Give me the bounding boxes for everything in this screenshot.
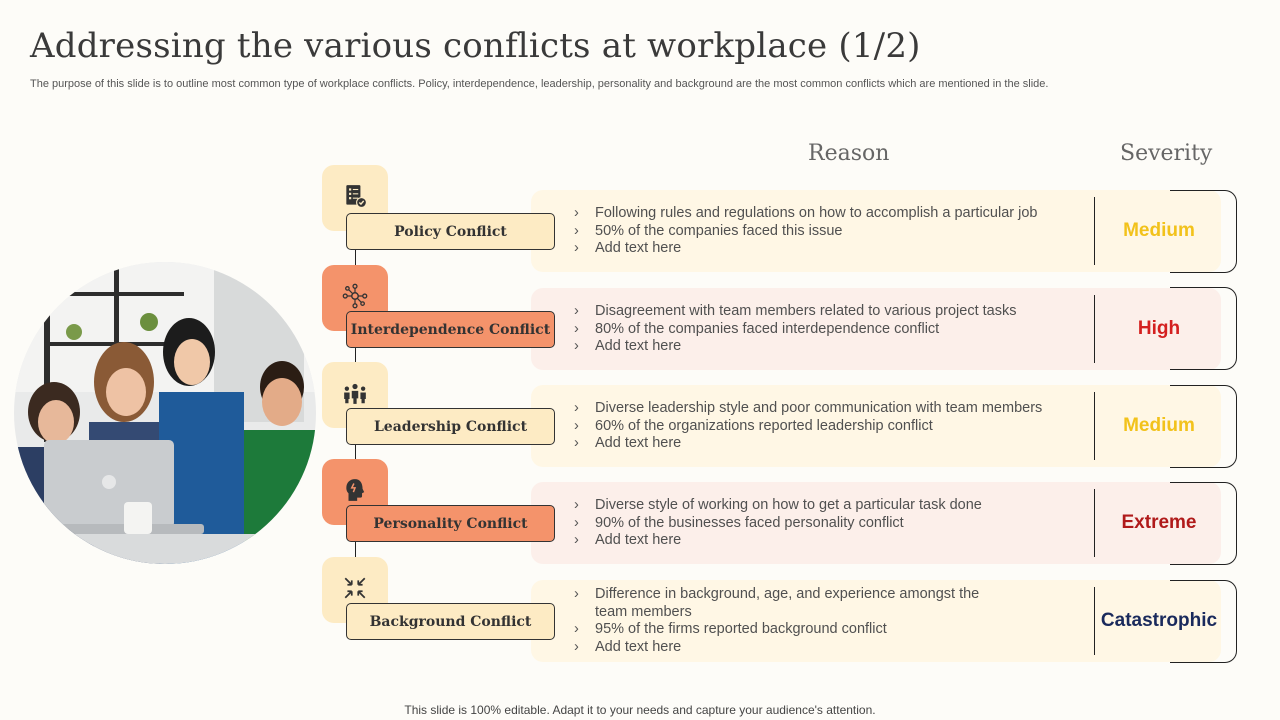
reason-item: › Difference in background, age, and experience amongst the team members bbox=[574, 586, 1004, 621]
reason-item: › 90% of the businesses faced personality conflict bbox=[574, 515, 1074, 533]
severity-column-header: Severity bbox=[1120, 141, 1213, 166]
conflict-label-personality: Personality Conflict bbox=[346, 505, 555, 542]
reason-item: › Add text here bbox=[574, 532, 1074, 550]
reason-item: › Diverse style of working on how to get a particular task done bbox=[574, 497, 1074, 515]
conflict-label-policy: Policy Conflict bbox=[346, 213, 555, 250]
reason-item: › Following rules and regulations on how to accomplish a particular job bbox=[574, 205, 1074, 223]
reason-item: › 80% of the companies faced interdependence conflict bbox=[574, 321, 1074, 339]
severity-divider bbox=[1094, 295, 1095, 363]
reason-item: › Disagreement with team members related to various project tasks bbox=[574, 303, 1074, 321]
reason-item: › 95% of the firms reported background conflict bbox=[574, 621, 1004, 639]
reason-item: › 50% of the companies faced this issue bbox=[574, 223, 1074, 241]
reason-item: › Diverse leadership style and poor communication with team members bbox=[574, 400, 1074, 418]
severity-divider bbox=[1094, 489, 1095, 557]
reason-list bbox=[574, 205, 1074, 258]
severity-divider bbox=[1094, 197, 1095, 265]
reason-item: › Add text here bbox=[574, 639, 1004, 657]
severity-value: Extreme bbox=[1121, 512, 1197, 533]
severity-value: Medium bbox=[1123, 415, 1195, 436]
severity-value: Catastrophic bbox=[1100, 610, 1218, 631]
reason-list bbox=[574, 303, 1074, 356]
conflict-label-leadership: Leadership Conflict bbox=[346, 408, 555, 445]
reason-item: › Add text here bbox=[574, 240, 1074, 258]
reason-item: › Add text here bbox=[574, 338, 1074, 356]
severity-value: High bbox=[1137, 318, 1181, 339]
team-people-icon bbox=[342, 380, 368, 406]
network-nodes-icon bbox=[342, 283, 368, 309]
team-photo bbox=[14, 262, 316, 564]
conflict-label-background: Background Conflict bbox=[346, 603, 555, 640]
severity-divider bbox=[1094, 587, 1095, 655]
slide-title: Addressing the various conflicts at workplace (1/2) bbox=[30, 26, 921, 66]
reason-item: › Add text here bbox=[574, 435, 1074, 453]
reason-column-header: Reason bbox=[808, 141, 890, 166]
head-profile-icon bbox=[342, 477, 368, 503]
severity-value: Medium bbox=[1123, 220, 1195, 241]
slide-subtitle: The purpose of this slide is to outline most common type of workplace conflicts. Policy, interdependence, leadership, personality and background are the most common conflicts which are mentioned in the slide. bbox=[30, 78, 1049, 90]
reason-list bbox=[574, 400, 1074, 453]
slide-footer: This slide is 100% editable. Adapt it to your needs and capture your audience's attention. bbox=[404, 703, 876, 717]
severity-divider bbox=[1094, 392, 1095, 460]
conflict-label-interdependence: Interdependence Conflict bbox=[346, 311, 555, 348]
policy-checklist-icon bbox=[342, 183, 368, 209]
reason-list bbox=[574, 497, 1074, 550]
reason-list bbox=[574, 586, 1004, 656]
reason-item: › 60% of the organizations reported leadership conflict bbox=[574, 418, 1074, 436]
arrows-inward-icon bbox=[342, 575, 368, 601]
